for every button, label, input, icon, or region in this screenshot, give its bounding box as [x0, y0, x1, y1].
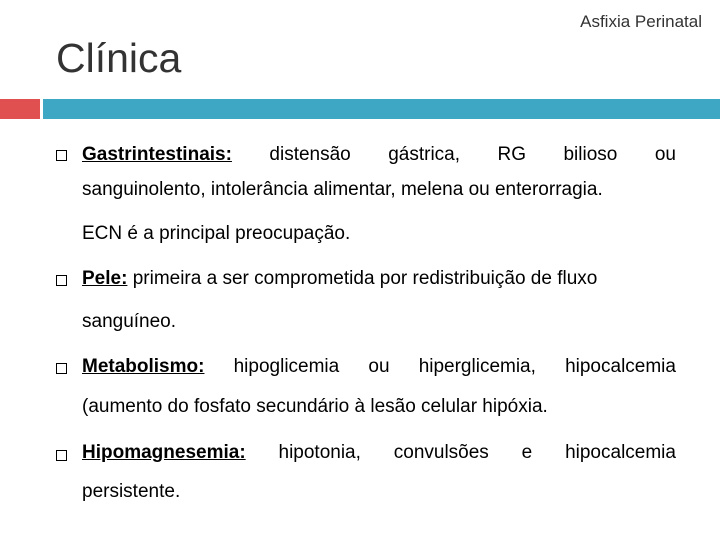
bullet-1-word: bilioso	[563, 144, 618, 165]
bullet-3-word: ou	[368, 356, 390, 377]
bullet-2-term: Pele:	[82, 268, 128, 289]
bullet-4-word: convulsões	[393, 442, 489, 463]
bullet-3-word: hipocalcemia	[565, 356, 676, 377]
bullet-4-word: hipotonia,	[278, 442, 361, 463]
slide-title: Clínica	[56, 35, 182, 81]
bullet-3-word: hiperglicemia,	[418, 356, 536, 377]
bullet-marker-1	[56, 150, 67, 161]
bullet-2-line-1	[82, 267, 597, 291]
bullet-4-line-2: persistente.	[82, 481, 181, 502]
bullet-marker-2	[56, 275, 67, 286]
bullet-marker-3	[56, 363, 67, 374]
bullet-1-word: RG	[497, 144, 526, 165]
title-rule	[43, 99, 720, 119]
bullet-3-word: hipoglicemia	[233, 356, 340, 377]
bullet-1-line-2: sanguinolento, intolerância alimentar, melena ou enterorragia.	[82, 179, 603, 200]
bullet-4-term: Hipomagnesemia:	[82, 442, 246, 463]
bullet-1-word: ou	[654, 144, 676, 165]
bullet-1-term: Gastrintestinais:	[82, 144, 232, 165]
bullet-3-term: Metabolismo:	[82, 356, 205, 377]
bullet-4-line-1	[82, 441, 676, 465]
bullet-4-word: hipocalcemia	[565, 442, 676, 463]
bullet-4-word: e	[521, 442, 533, 463]
bullet-1-line-3: ECN é a principal preocupação.	[82, 223, 351, 244]
bullet-2-text: primeira a ser comprometida por redistribuição de fluxo	[127, 268, 598, 289]
bullet-3-line-2: (aumento do fosfato secundário à lesão celular hipóxia.	[82, 396, 548, 417]
bullet-3-line-1	[82, 355, 676, 379]
header-title: Asfixia Perinatal	[580, 12, 702, 31]
title-rule-accent	[0, 99, 40, 119]
bullet-2-line-2: sanguíneo.	[82, 311, 177, 332]
bullet-1-word: gástrica,	[388, 144, 461, 165]
bullet-1-line-1	[82, 143, 676, 167]
bullet-marker-4	[56, 450, 67, 461]
bullet-1-word: distensão	[269, 144, 351, 165]
